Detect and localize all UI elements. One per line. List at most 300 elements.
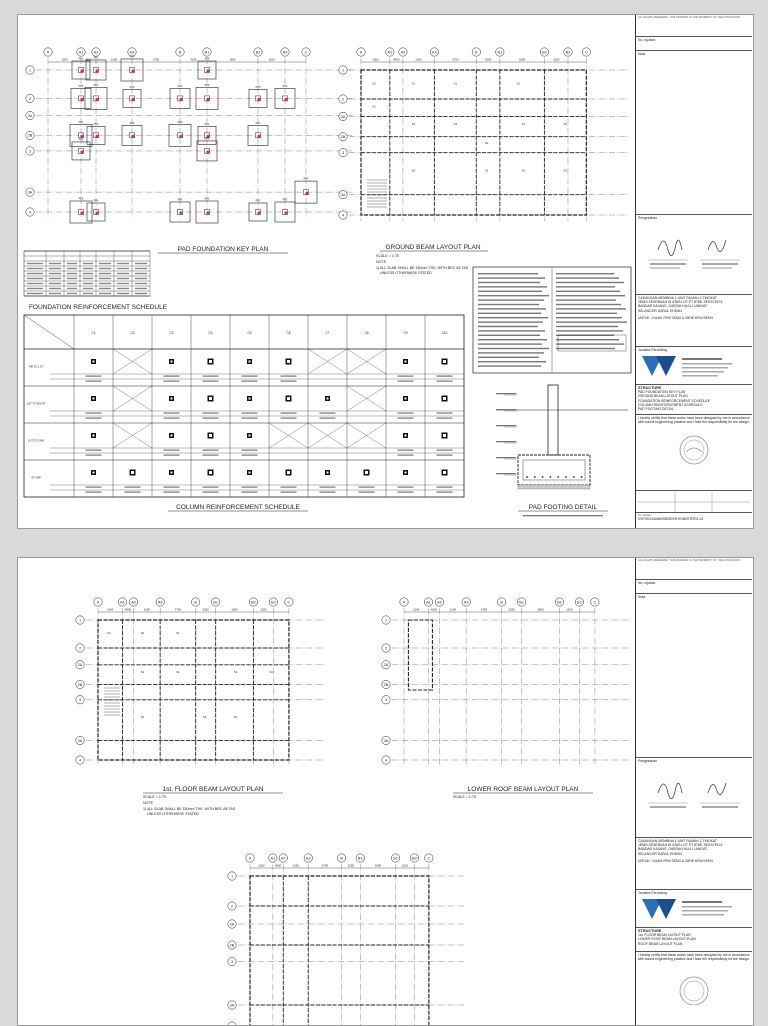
column-section-core	[405, 361, 407, 363]
dimension-text: 1520	[566, 607, 573, 612]
schedule-cell-text	[437, 376, 453, 377]
slab-label: S1	[140, 631, 145, 635]
schedule-cell-text	[83, 288, 93, 289]
schedule-cell-text	[99, 278, 111, 279]
foundation-reinforcement-schedule-title: FOUNDATION REINFORCEMENT SCHEDULE	[28, 304, 168, 311]
schedule-cell-text	[67, 268, 77, 269]
pile-marker	[80, 211, 83, 214]
schedule-cell-text	[117, 283, 129, 284]
pad-footing-label: PF4	[204, 57, 210, 61]
dimension-text: 2750	[480, 607, 488, 612]
schedule-cell-text	[164, 413, 180, 414]
column-section-core	[249, 435, 251, 437]
pad-footing-label: PF4	[303, 177, 309, 181]
grid-label-A: A	[402, 600, 406, 605]
grid-label-C: C	[287, 600, 291, 605]
notes-text-line	[556, 339, 619, 340]
grid-label-2: 2	[28, 96, 32, 101]
notes-text-line	[478, 313, 541, 314]
schedule-cell-text	[125, 487, 141, 488]
grid-label-2B: 2B	[77, 682, 83, 687]
approval-field: Pengesahan	[636, 215, 752, 295]
schedule-cell-text	[203, 492, 219, 493]
pad-footing-label: PF1	[204, 122, 210, 126]
grid-label-A: A	[46, 50, 50, 55]
grid-label-1: 1	[230, 874, 234, 879]
grid-label-3A: 3A	[383, 738, 389, 743]
column-section-core	[287, 397, 290, 400]
schedule-cell-text	[437, 492, 453, 493]
dimension-text: 3250	[202, 607, 209, 612]
notes-text-line	[478, 277, 545, 278]
grid-label-B2: B2	[251, 600, 256, 605]
dimension-text: 2100	[110, 57, 118, 62]
grid-label-B1: B1	[357, 856, 363, 861]
pile-marker	[179, 211, 182, 214]
grid-label-A3: A3	[129, 50, 135, 55]
leader-text	[496, 393, 516, 394]
schedule-cell-text	[437, 418, 453, 419]
schedule-cell-text	[83, 268, 93, 269]
schedule-cell-text	[27, 288, 43, 289]
grid-label-3: 3	[384, 698, 388, 703]
dimension-text: 2750	[321, 863, 328, 868]
grid-label-2A: 2A	[77, 663, 83, 668]
leader-text	[496, 441, 516, 442]
dimension-text: 2750	[152, 57, 160, 62]
dimension-text: 1520	[553, 57, 560, 62]
pile-marker	[95, 98, 98, 101]
grid-label-B: B	[500, 600, 503, 605]
schedule-cell-text	[281, 418, 297, 419]
perimeter-beam	[250, 876, 429, 1025]
notes-text-line	[556, 343, 624, 344]
perimeter-beam	[361, 70, 586, 215]
grid-label-2A: 2A	[27, 113, 33, 118]
schedule-cell-text	[242, 455, 258, 456]
schedule-cell-text	[27, 268, 43, 269]
notes-field-2: Nota	[636, 594, 752, 758]
dimension-text: 4600	[430, 607, 438, 612]
grid-label-3: 3	[28, 149, 32, 154]
schedule-cell-text	[203, 413, 219, 414]
grid-label-A: A	[359, 50, 363, 55]
drawing-number-field: No. lukisan VSF/2024/AWB/SB/SEKSYEN6/STR/01-03	[638, 514, 704, 522]
notes-text-line	[556, 273, 614, 274]
schedule-cell-text	[67, 273, 77, 274]
schedule-cell-text	[320, 413, 336, 414]
column-section-core	[93, 435, 95, 437]
pad-footing-label: PF5	[78, 84, 84, 88]
note-text-2: UNLESS OTHERWISE STATED	[380, 271, 432, 275]
grid-label-3: 3	[341, 151, 345, 156]
column-reinforcement-schedule-title: COLUMN REINFORCEMENT SCHEDULE	[176, 504, 300, 511]
grid-label-2A: 2A	[340, 114, 346, 119]
column-section-core	[405, 398, 407, 400]
grid-label-A1: A1	[387, 50, 393, 55]
grid-label-A2: A2	[400, 50, 406, 55]
slab-label: S1	[453, 122, 458, 127]
grid-label-4: 4	[341, 213, 345, 218]
notes-text-line	[556, 330, 623, 331]
pile-marker	[131, 135, 134, 138]
schedule-cell-text	[27, 278, 43, 279]
pile-marker	[80, 98, 83, 101]
pad-footing-label: PF2	[78, 120, 84, 124]
leader-text	[496, 425, 516, 426]
pad-footing-label: PF5	[78, 138, 84, 142]
schedule-cell-text	[86, 418, 102, 419]
slab-label: S1	[411, 122, 416, 127]
schedule-cell-text	[437, 455, 453, 456]
ownership-note: ALL RIGHTS RESERVED. THIS DRAWING IS THE PROPERTY OF THE CONSULTANT.	[636, 15, 752, 37]
grid-label-B1: B1	[519, 600, 524, 605]
grid-label-4	[231, 1024, 233, 1025]
schedule-cell-text	[164, 455, 180, 456]
notes-text-line	[556, 348, 615, 349]
column-section-core	[171, 361, 173, 363]
grid-label-A1: A1	[426, 600, 431, 605]
pile-marker	[95, 211, 98, 214]
note-text-2b: UNLESS OTHERWISE STATED	[147, 812, 199, 816]
schedule-cell-text	[83, 278, 93, 279]
schedule-cell-text	[398, 413, 414, 414]
schedule-cell-text	[242, 381, 258, 382]
dimension-text: 1260	[258, 863, 265, 868]
reference-number-field-2: No. rujukan	[636, 580, 752, 594]
pile-marker	[206, 69, 209, 72]
schedule-cell-text	[117, 263, 129, 264]
grid-label-4: 4	[28, 210, 32, 215]
grid-label-B3: B3	[577, 600, 582, 605]
leader-text	[496, 457, 516, 458]
notes-text-line	[556, 295, 625, 296]
sheet-2-drawing	[18, 558, 633, 1025]
project-title-field	[636, 295, 752, 347]
grid-label-A2: A2	[280, 856, 286, 861]
pad-footing-label: PF4	[129, 121, 135, 125]
slab-label: S1	[140, 715, 145, 719]
note-label-2: NOTE	[143, 801, 153, 805]
pad-footing-label: PF3	[129, 55, 135, 59]
schedule-cell-text	[135, 278, 147, 279]
schedule-cell-text	[117, 273, 129, 274]
pile-marker	[95, 69, 98, 72]
grid-label-2B: 2B	[229, 943, 235, 948]
pile-marker	[257, 98, 260, 101]
title-block-2	[635, 558, 752, 1025]
grid-label-B: B	[475, 50, 478, 55]
pad-footing-section	[518, 455, 590, 485]
column-section-core	[405, 435, 407, 437]
column-header-C2: C2	[130, 331, 135, 335]
slab-label: S1	[521, 122, 526, 127]
lower-roof-beam	[408, 620, 432, 690]
grid-label-C: C	[584, 50, 588, 55]
schedule-cell-text	[281, 381, 297, 382]
notes-text-line	[478, 295, 549, 296]
slab-label: S1	[176, 670, 180, 675]
drawing-title-field-2: STRUCTURE 1st. FLOOR BEAM LAYOUT PLAN LOWER ROOF BEAM LAYOUT PLAN ROOF BEAM LAYOUT PLAN	[636, 928, 752, 952]
notes-text-line	[478, 335, 540, 336]
column-row-label: 1ST TO ROOF	[26, 401, 46, 406]
schedule-cell-text	[203, 487, 219, 488]
project-line-1: CADANGAN MEMBINA 1 UNIT RUMAH 2 TINGKAT	[638, 296, 717, 300]
schedule-cell-text	[164, 381, 180, 382]
column-section-core	[443, 434, 446, 437]
grid-label-B3: B3	[271, 600, 276, 605]
pad-footing-label: PF4	[204, 83, 210, 87]
grid-label-B3: B3	[565, 50, 571, 55]
column-section-core	[443, 397, 446, 400]
pad-footing-label: PF2	[255, 121, 261, 125]
column-section-core	[327, 472, 329, 474]
notes-text-line	[478, 361, 546, 362]
scale-note-3: SCALE = 1:75	[453, 795, 476, 799]
schedule-cell-text	[86, 492, 102, 493]
pile-marker	[95, 135, 98, 138]
dimension-text: 1600	[231, 607, 238, 612]
column-header-C7: C7	[325, 331, 330, 335]
schedule-cell-text	[320, 418, 336, 419]
schedule-cell-text	[135, 263, 147, 264]
column-section-core	[365, 471, 368, 474]
grid-label-2: 2	[341, 97, 345, 102]
column-section-core	[443, 360, 446, 363]
pile-marker	[284, 211, 287, 214]
grid-label-3: 3	[230, 959, 234, 964]
grid-label-A2: A2	[93, 50, 99, 55]
column-section-core	[209, 397, 212, 400]
grid-label-3A: 3A	[27, 190, 33, 195]
grid-label-3A: 3A	[340, 193, 346, 198]
notes-text-line	[478, 317, 548, 318]
column-header-C10: C10	[441, 331, 448, 335]
first-floor-beam-layout-plan-title: 1st. FLOOR BEAM LAYOUT PLAN	[162, 786, 264, 793]
schedule-cell-text	[359, 492, 375, 493]
grid-label-C: C	[427, 856, 431, 861]
schedule-cell-text	[49, 263, 61, 264]
schedule-cell-text	[437, 450, 453, 451]
schedule-cell-text	[164, 376, 180, 377]
schedule-cell-text	[203, 450, 219, 451]
schedule-cell-text	[67, 278, 77, 279]
schedule-cell-text	[27, 293, 43, 294]
notes-text-line	[556, 299, 616, 300]
schedule-cell-text	[203, 376, 219, 377]
schedule-cell-text	[135, 293, 147, 294]
schedule-cell-text	[67, 263, 77, 264]
pile-marker	[80, 135, 83, 138]
column-section-core	[171, 472, 173, 474]
signature-stamps	[638, 220, 750, 280]
pad-footing-label: PF5	[255, 85, 261, 89]
client-line: UNTUK : KUAN YEW SENG & SIEW KEW KENG	[638, 315, 714, 320]
grid-label-A1: A1	[270, 856, 276, 861]
notes-text-line	[556, 308, 626, 309]
schedule-cell-text	[49, 273, 61, 274]
consultant-field-2: Jurutera Perunding	[636, 890, 752, 928]
pad-footing-label: PF4	[93, 199, 99, 203]
scale-note-2: SCALE = 1:75	[143, 795, 166, 799]
slab-label: S1	[233, 715, 238, 719]
slab-label: S1	[485, 168, 489, 173]
dimension-text: 4600	[124, 607, 132, 612]
schedule-cell-text	[117, 293, 129, 294]
schedule-border	[24, 315, 464, 497]
schedule-cell-text	[67, 283, 77, 284]
consultant-logo	[638, 352, 748, 382]
general-notes-box	[473, 267, 631, 373]
column-section-core	[287, 360, 290, 363]
column-section-core	[93, 398, 95, 400]
slab-label: S1	[521, 168, 526, 173]
schedule-cell-text	[281, 413, 297, 414]
notes-text-line	[556, 277, 619, 278]
schedule-cell-text	[398, 450, 414, 451]
schedule-cell-text	[242, 487, 258, 488]
dimension-text: 4600	[393, 57, 400, 62]
notes-text-line	[478, 330, 545, 331]
rebar-dot	[565, 476, 567, 478]
rebar-dot	[557, 476, 559, 478]
slab-label: S1	[140, 670, 145, 675]
title-block-1	[635, 15, 752, 528]
slab-label: S1	[485, 140, 489, 145]
column-section-core	[327, 398, 329, 400]
grid-label-4: 4	[384, 758, 388, 763]
notes-text-line	[478, 352, 544, 353]
schedule-cell-text	[99, 268, 111, 269]
slab-label: S1	[411, 168, 416, 173]
grid-label-3: 3	[78, 698, 82, 703]
dimension-text: 1520	[260, 607, 267, 612]
schedule-cell-text	[49, 283, 61, 284]
column-header-C5: C5	[247, 331, 252, 335]
pile-marker	[206, 150, 209, 153]
schedule-cell-text	[242, 418, 258, 419]
dimension-text: 3250	[190, 57, 197, 62]
column-section-core	[131, 471, 134, 474]
schedule-cell-text	[27, 263, 43, 264]
schedule-cell-text	[281, 376, 297, 377]
lean-concrete	[518, 485, 590, 489]
dimension-text: 2100	[449, 607, 456, 612]
dimension-text: 1520	[401, 863, 409, 868]
notes-text-line	[556, 321, 627, 322]
dimension-text: 1520	[268, 57, 275, 62]
grid-label-A3: A3	[432, 50, 437, 55]
grid-label-1: 1	[78, 618, 82, 623]
grid-label-3A: 3A	[229, 1003, 235, 1008]
schedule-cell-text	[398, 376, 414, 377]
pad-footing-label: PF5	[177, 120, 183, 124]
schedule-cell-text	[135, 288, 147, 289]
slab-label: S1	[563, 122, 568, 127]
grid-label-2B: 2B	[340, 135, 346, 140]
rebar-dot	[550, 476, 552, 478]
notes-text-line	[478, 304, 539, 305]
pile-marker	[206, 211, 209, 214]
grid-label-A3: A3	[305, 856, 311, 861]
pad-foundation-key-plan	[26, 48, 354, 223]
rebar-dot	[581, 476, 583, 478]
column-section-core	[249, 472, 251, 474]
slab-label: S1	[107, 631, 111, 635]
pad-footing-label: PF1	[93, 83, 99, 87]
foundation-reinforcement-schedule	[24, 251, 150, 296]
pad-footing-label: PF1	[78, 57, 84, 61]
pile-marker	[257, 135, 260, 138]
schedule-cell-text	[242, 376, 258, 377]
grid-label-A2: A2	[437, 600, 442, 605]
pad-footing-label: PF3	[93, 122, 99, 126]
schedule-cell-text	[164, 418, 180, 419]
slab-label: S1	[516, 81, 520, 86]
schedule-cell-text	[203, 381, 219, 382]
dimension-text: 3250	[508, 607, 515, 612]
column-header-C4: C4	[208, 331, 213, 335]
grid-label-2B: 2B	[27, 133, 33, 138]
notes-text-line	[478, 282, 540, 283]
lower-roof-beam-layout-plan-title: LOWER ROOF BEAM LAYOUT PLAN	[467, 786, 579, 793]
grid-label-2: 2	[384, 646, 388, 651]
schedule-cell-text	[86, 487, 102, 488]
pad-footing-label: PF1	[204, 197, 210, 201]
notes-text-line	[478, 343, 542, 344]
schedule-cell-text	[99, 283, 111, 284]
perimeter-beam	[98, 620, 289, 760]
grid-label-2: 2	[230, 904, 234, 909]
schedule-cell-text	[437, 381, 453, 382]
scale-note: SCALE = 1:75	[376, 254, 399, 258]
grid-label-B2: B2	[255, 50, 261, 55]
column-section-core	[209, 471, 212, 474]
dimension-text: 4600	[85, 57, 92, 62]
column-section-core	[171, 435, 173, 437]
grid-label-A: A	[96, 600, 100, 605]
schedule-cell-text	[117, 268, 129, 269]
pad-footing-label: PF1	[282, 84, 288, 88]
grid-label-A: A	[248, 856, 252, 861]
grid-label-B1: B1	[213, 600, 218, 605]
grid-label-2: 2	[78, 646, 82, 651]
reinforcement-cage	[523, 460, 585, 480]
pile-marker	[284, 98, 287, 101]
pile-marker	[131, 98, 134, 101]
pad-footing-detail	[496, 385, 628, 516]
schedule-cell-text	[281, 492, 297, 493]
schedule-cell-text	[86, 381, 102, 382]
schedule-cell-text	[398, 487, 414, 488]
column-section-core	[93, 472, 95, 474]
column-section-core	[249, 398, 251, 400]
grid-label-1: 1	[341, 68, 345, 73]
pile-marker	[179, 98, 182, 101]
signature-stamps-2	[638, 763, 750, 823]
dimension-text: 1260	[413, 607, 420, 612]
notes-text-line	[556, 304, 621, 305]
schedule-cell-text	[320, 487, 336, 488]
grid-label-4: 4	[78, 758, 82, 763]
dimension-text: 3250	[347, 863, 354, 868]
grid-label-B: B	[194, 600, 197, 605]
notes-text-line	[478, 357, 539, 358]
engineer-seal-2	[638, 961, 748, 1005]
dimension-text: 1260	[372, 57, 379, 62]
schedule-cell-text	[135, 273, 147, 274]
schedule-cell-text	[242, 413, 258, 414]
